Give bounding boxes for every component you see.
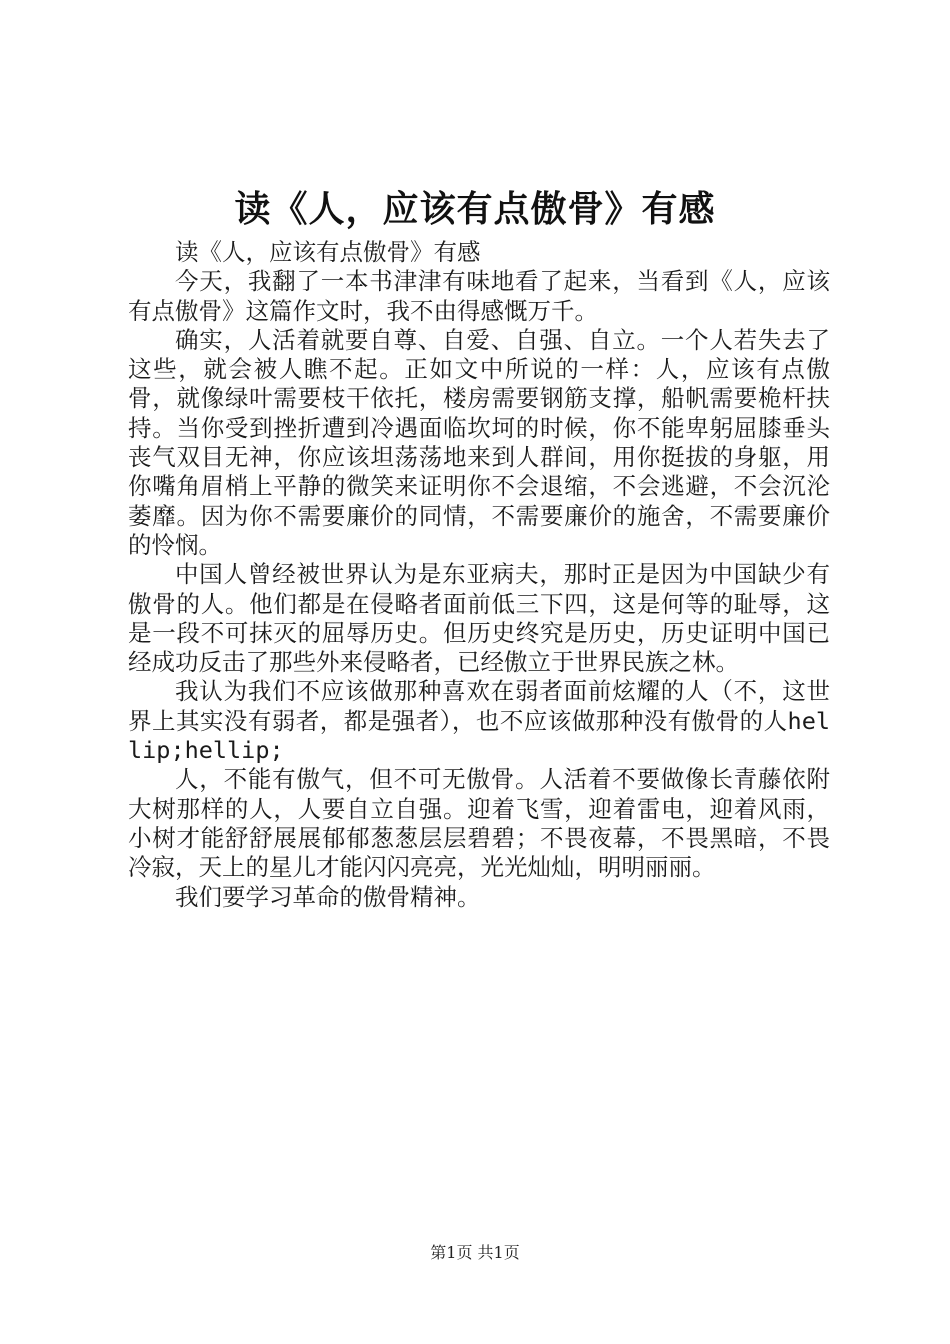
document-title: 读《人，应该有点傲骨》有感 <box>234 188 716 230</box>
paragraph-heading-repeat: 读《人，应该有点傲骨》有感 <box>175 238 481 266</box>
paragraph-self-respect: 确实，人活着就要自尊、自爱、自强、自立。一个人若失去了这些，就会被人瞧不起。正如文中所说的一样：人，应该有点傲骨，就像绿叶需要枝干依托，楼房需要钢筋支撑，船帆需要桅杆扶持。当你受到挫折遭到冷遇面临坎坷的时候，你不能卑躬屈膝垂头丧气双目无神，你应该坦荡荡地来到人群间，用你挺拔的身躯，用你嘴角眉梢上平静的微笑来证明你不会退缩，不会逃避，不会沉沦萎靡。因为你不需要廉价的同情，不需要廉价的施舍，不需要廉价的怜悯。 <box>128 325 830 559</box>
paragraph-intro: 今天，我翻了一本书津津有味地看了起来，当看到《人，应该有点傲骨》这篇作文时，我不由得感慨万千。 <box>128 267 830 325</box>
document-body <box>128 238 830 912</box>
paragraph-history: 中国人曾经被世界认为是东亚病夫，那时正是因为中国缺少有傲骨的人。他们都是在侵略者面前低三下四，这是何等的耻辱，这是一段不可抹灭的屈辱历史。但历史终究是历史，历史证明中国已经成功反击了那些外来侵略者，已经傲立于世界民族之林。 <box>128 560 830 677</box>
paragraph-opinion: 我认为我们不应该做那种喜欢在弱者面前炫耀的人（不，这世界上其实没有弱者，都是强者），也不应该做那种没有傲骨的人hellip;hellip; <box>128 677 830 765</box>
paragraph-self-reliance: 人，不能有傲气，但不可无傲骨。人活着不要做像长青藤依附大树那样的人，人要自立自强。迎着飞雪，迎着雷电，迎着风雨，小树才能舒舒展展郁郁葱葱层层碧碧；不畏夜幕，不畏黑暗，不畏冷寂，天上的星儿才能闪闪亮亮，光光灿灿，明明丽丽。 <box>128 765 830 882</box>
paragraph-conclusion: 我们要学习革命的傲骨精神。 <box>175 882 481 911</box>
page-footer: 第1页 共1页 <box>430 1243 520 1262</box>
